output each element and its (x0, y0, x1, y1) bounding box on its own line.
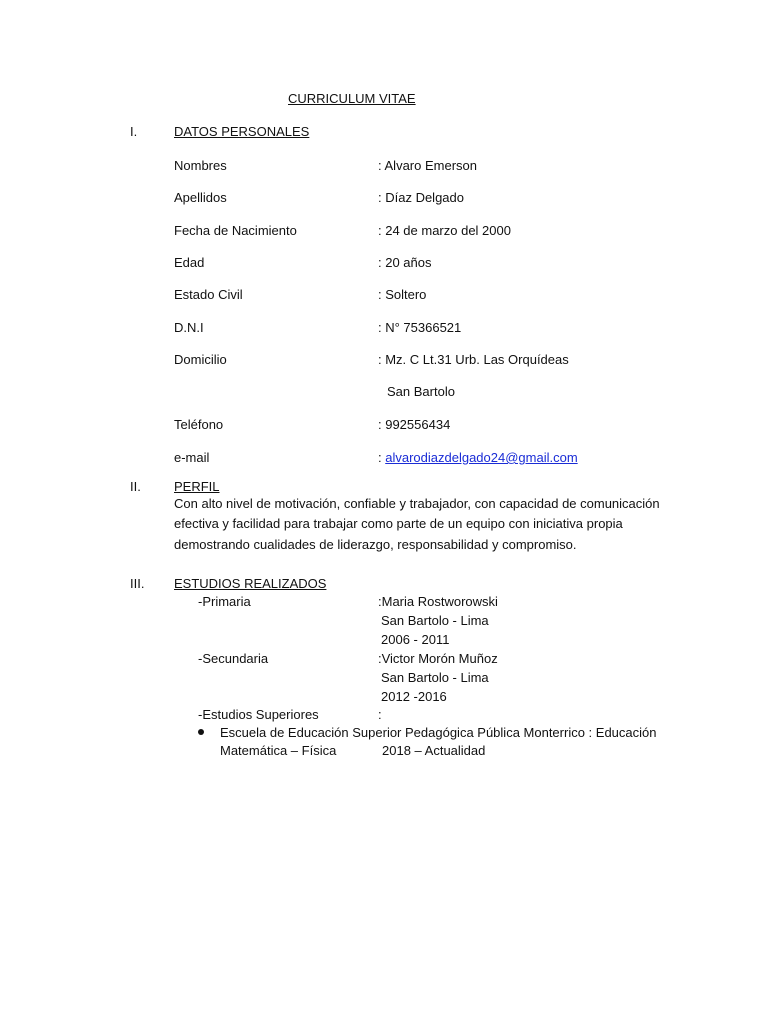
study-label-primaria: -Primaria (198, 594, 251, 609)
field-value-estado-civil: : Soltero (378, 287, 427, 302)
section-number-personal: I. (130, 124, 138, 139)
field-value-dni: : N° 75366521 (378, 320, 462, 335)
field-value-fecha-nacimiento: : 24 de marzo del 2000 (378, 223, 511, 238)
study-years-secundaria: 2012 -2016 (381, 689, 447, 704)
section-heading-studies: ESTUDIOS REALIZADOS (174, 576, 327, 591)
email-prefix: : (378, 450, 386, 465)
field-label-dni: D.N.I (174, 320, 204, 335)
study-institution-line2: Matemática – Física (220, 743, 337, 758)
field-value-domicilio-line2: San Bartolo (387, 384, 455, 399)
section-number-profile: II. (130, 479, 141, 494)
document-title: CURRICULUM VITAE (288, 91, 416, 106)
field-label-estado-civil: Estado Civil (174, 287, 243, 302)
study-label-secundaria: -Secundaria (198, 651, 269, 666)
field-value-domicilio: : Mz. C Lt.31 Urb. Las Orquídeas (378, 352, 569, 367)
profile-line-1: Con alto nivel de motivación, confiable y trabajador, con capacidad de comunicación (174, 496, 660, 511)
field-label-fecha-nacimiento: Fecha de Nacimiento (174, 223, 297, 238)
field-value-telefono: : 992556434 (378, 417, 451, 432)
field-label-domicilio: Domicilio (174, 352, 227, 367)
section-heading-personal: DATOS PERSONALES (174, 124, 310, 139)
field-value-nombres: : Alvaro Emerson (378, 158, 477, 173)
study-place-secundaria: San Bartolo - Lima (381, 670, 489, 685)
profile-line-2: efectiva y facilidad para trabajar como parte de un equipo con iniciativa propia (174, 516, 623, 531)
study-school-secundaria: :Victor Morón Muñoz (378, 651, 498, 666)
field-value-apellidos: : Díaz Delgado (378, 190, 464, 205)
field-value-email (378, 450, 578, 466)
bullet-icon (198, 729, 204, 735)
section-heading-profile: PERFIL (174, 479, 220, 494)
study-institution-line1: Escuela de Educación Superior Pedagógica Pública Monterrico : Educación (220, 725, 657, 740)
field-label-email: e-mail (174, 450, 210, 465)
study-school-primaria: :Maria Rostworowski (378, 594, 498, 609)
study-years-superiores: 2018 – Actualidad (382, 743, 486, 758)
section-number-studies: III. (130, 576, 145, 591)
field-value-edad: : 20 años (378, 255, 432, 270)
study-years-primaria: 2006 - 2011 (381, 632, 450, 647)
study-place-primaria: San Bartolo - Lima (381, 613, 489, 628)
profile-line-3: demostrando cualidades de liderazgo, responsabilidad y compromiso. (174, 537, 577, 552)
field-label-nombres: Nombres (174, 158, 227, 173)
field-label-edad: Edad (174, 255, 205, 270)
study-colon-superiores: : (378, 707, 382, 722)
study-label-superiores: -Estudios Superiores (198, 707, 319, 722)
field-label-apellidos: Apellidos (174, 190, 227, 205)
email-link[interactable]: alvarodiazdelgado24@gmail.com (385, 450, 578, 465)
field-label-telefono: Teléfono (174, 417, 224, 432)
